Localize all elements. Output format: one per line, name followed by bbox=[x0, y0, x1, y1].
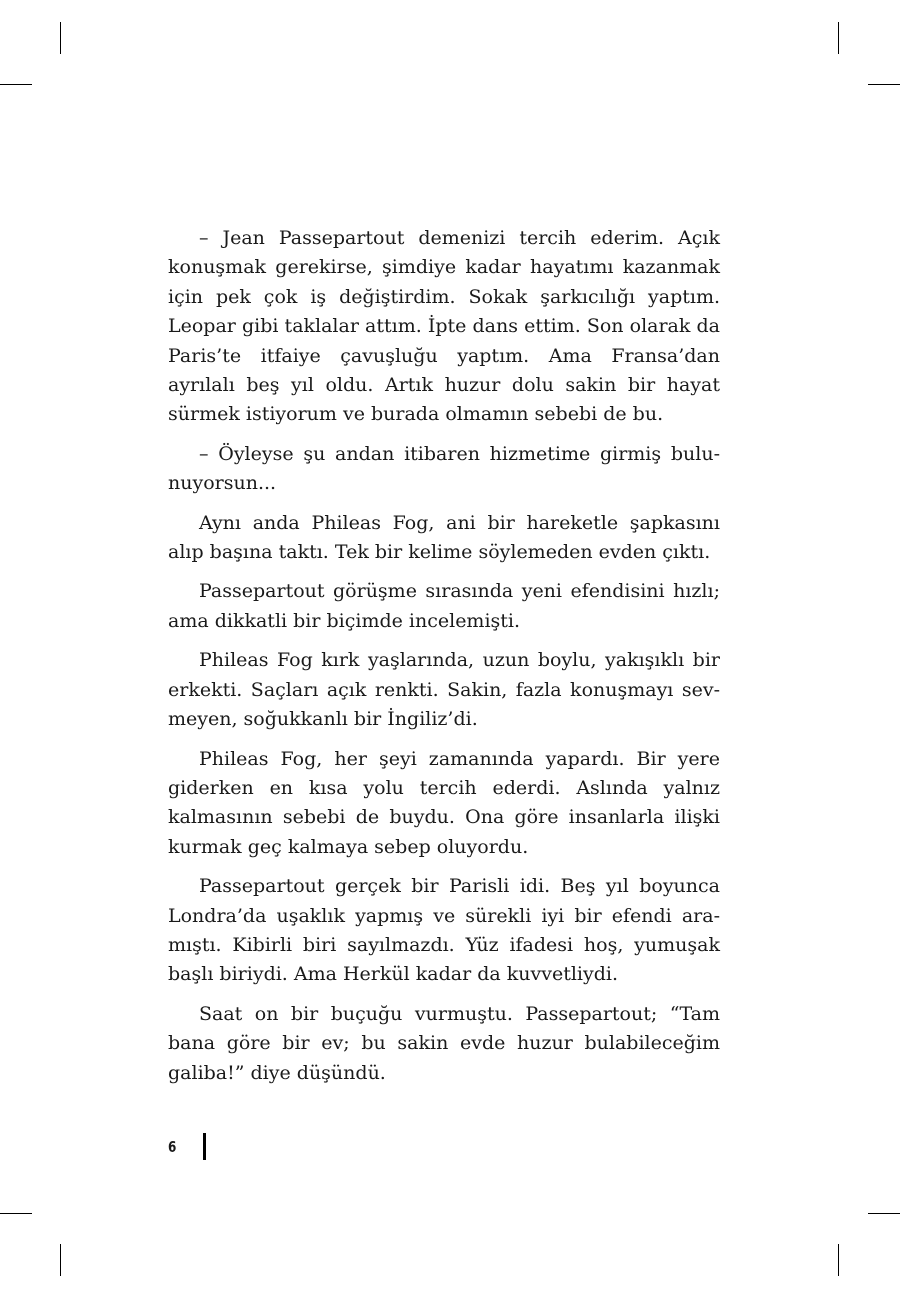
crop-mark bbox=[838, 1244, 839, 1276]
crop-mark bbox=[0, 1213, 32, 1214]
paragraph: Passepartout görüşme sırasında yeni efendisini hızlı; ama dikkatli bir biçimde incelemişti. bbox=[168, 580, 720, 632]
crop-mark bbox=[0, 84, 32, 85]
page-number: 6 bbox=[168, 1138, 177, 1156]
crop-mark bbox=[60, 1244, 61, 1276]
paragraph: – Öyleyse şu andan itibaren hizmetime girmiş bulunuyorsun... bbox=[168, 442, 720, 495]
crop-mark bbox=[60, 22, 61, 54]
paragraph: – Jean Passepartout demenizi tercih ederim. Açık konuşmak gerekirse, şimdiye kadar hayatımı kazanmak için pek çok iş değiştirdim. Sokak şarkıcılığı yaptım. Leopar gibi taklalar attım. İpte dans ettim. Son olarak da Paris’te itfaiye çavuşluğu yaptım. Ama Fransa’dan ayrılalı beş yıl oldu. Artık huzur dolu sakin bir hayat sürmek istiyorum ve burada olmamın sebebi de bu. bbox=[168, 227, 720, 426]
paragraph: Passepartout gerçek bir Parisli idi. Beş yıl boyunca Londra’da uşaklık yapmış ve sürekli iyi bir efendi aramıştı. Kibirli biri sayılmazdı. Yüz ifadesi hoş, yumuşak başlı biriydi. Ama Herkül kadar da kuvvetliydi. bbox=[168, 875, 720, 986]
paragraph: Saat on bir buçuğu vurmuştu. Passepartout; “Tam bana göre bir ev; bu sakin evde huzur bulabileceğim galiba!” diye düşündü. bbox=[168, 1002, 720, 1084]
paragraph: Phileas Fog kırk yaşlarında, uzun boylu, yakışıklı bir erkekti. Saçları açık renkti. Sakin, fazla konuşmayı sevmeyen, soğukkanlı bir İngiliz’di. bbox=[168, 649, 720, 731]
crop-mark bbox=[868, 84, 900, 85]
paragraph: Phileas Fog, her şeyi zamanında yapardı. Bir yere giderken en kısa yolu tercih ederdi. Aslında yalnız kalmasının sebebi de buydu. Ona göre insanlarla ilişki kurmak geç kalmaya sebep oluyordu. bbox=[168, 747, 720, 858]
paragraph: Aynı anda Phileas Fog, ani bir hareketle şapkasını alıp başına taktı. Tek bir kelime söylemeden evden çıktı. bbox=[168, 511, 720, 564]
body-text bbox=[168, 224, 720, 1098]
page-number-rule bbox=[203, 1133, 206, 1160]
crop-mark bbox=[838, 22, 839, 54]
crop-mark bbox=[868, 1213, 900, 1214]
